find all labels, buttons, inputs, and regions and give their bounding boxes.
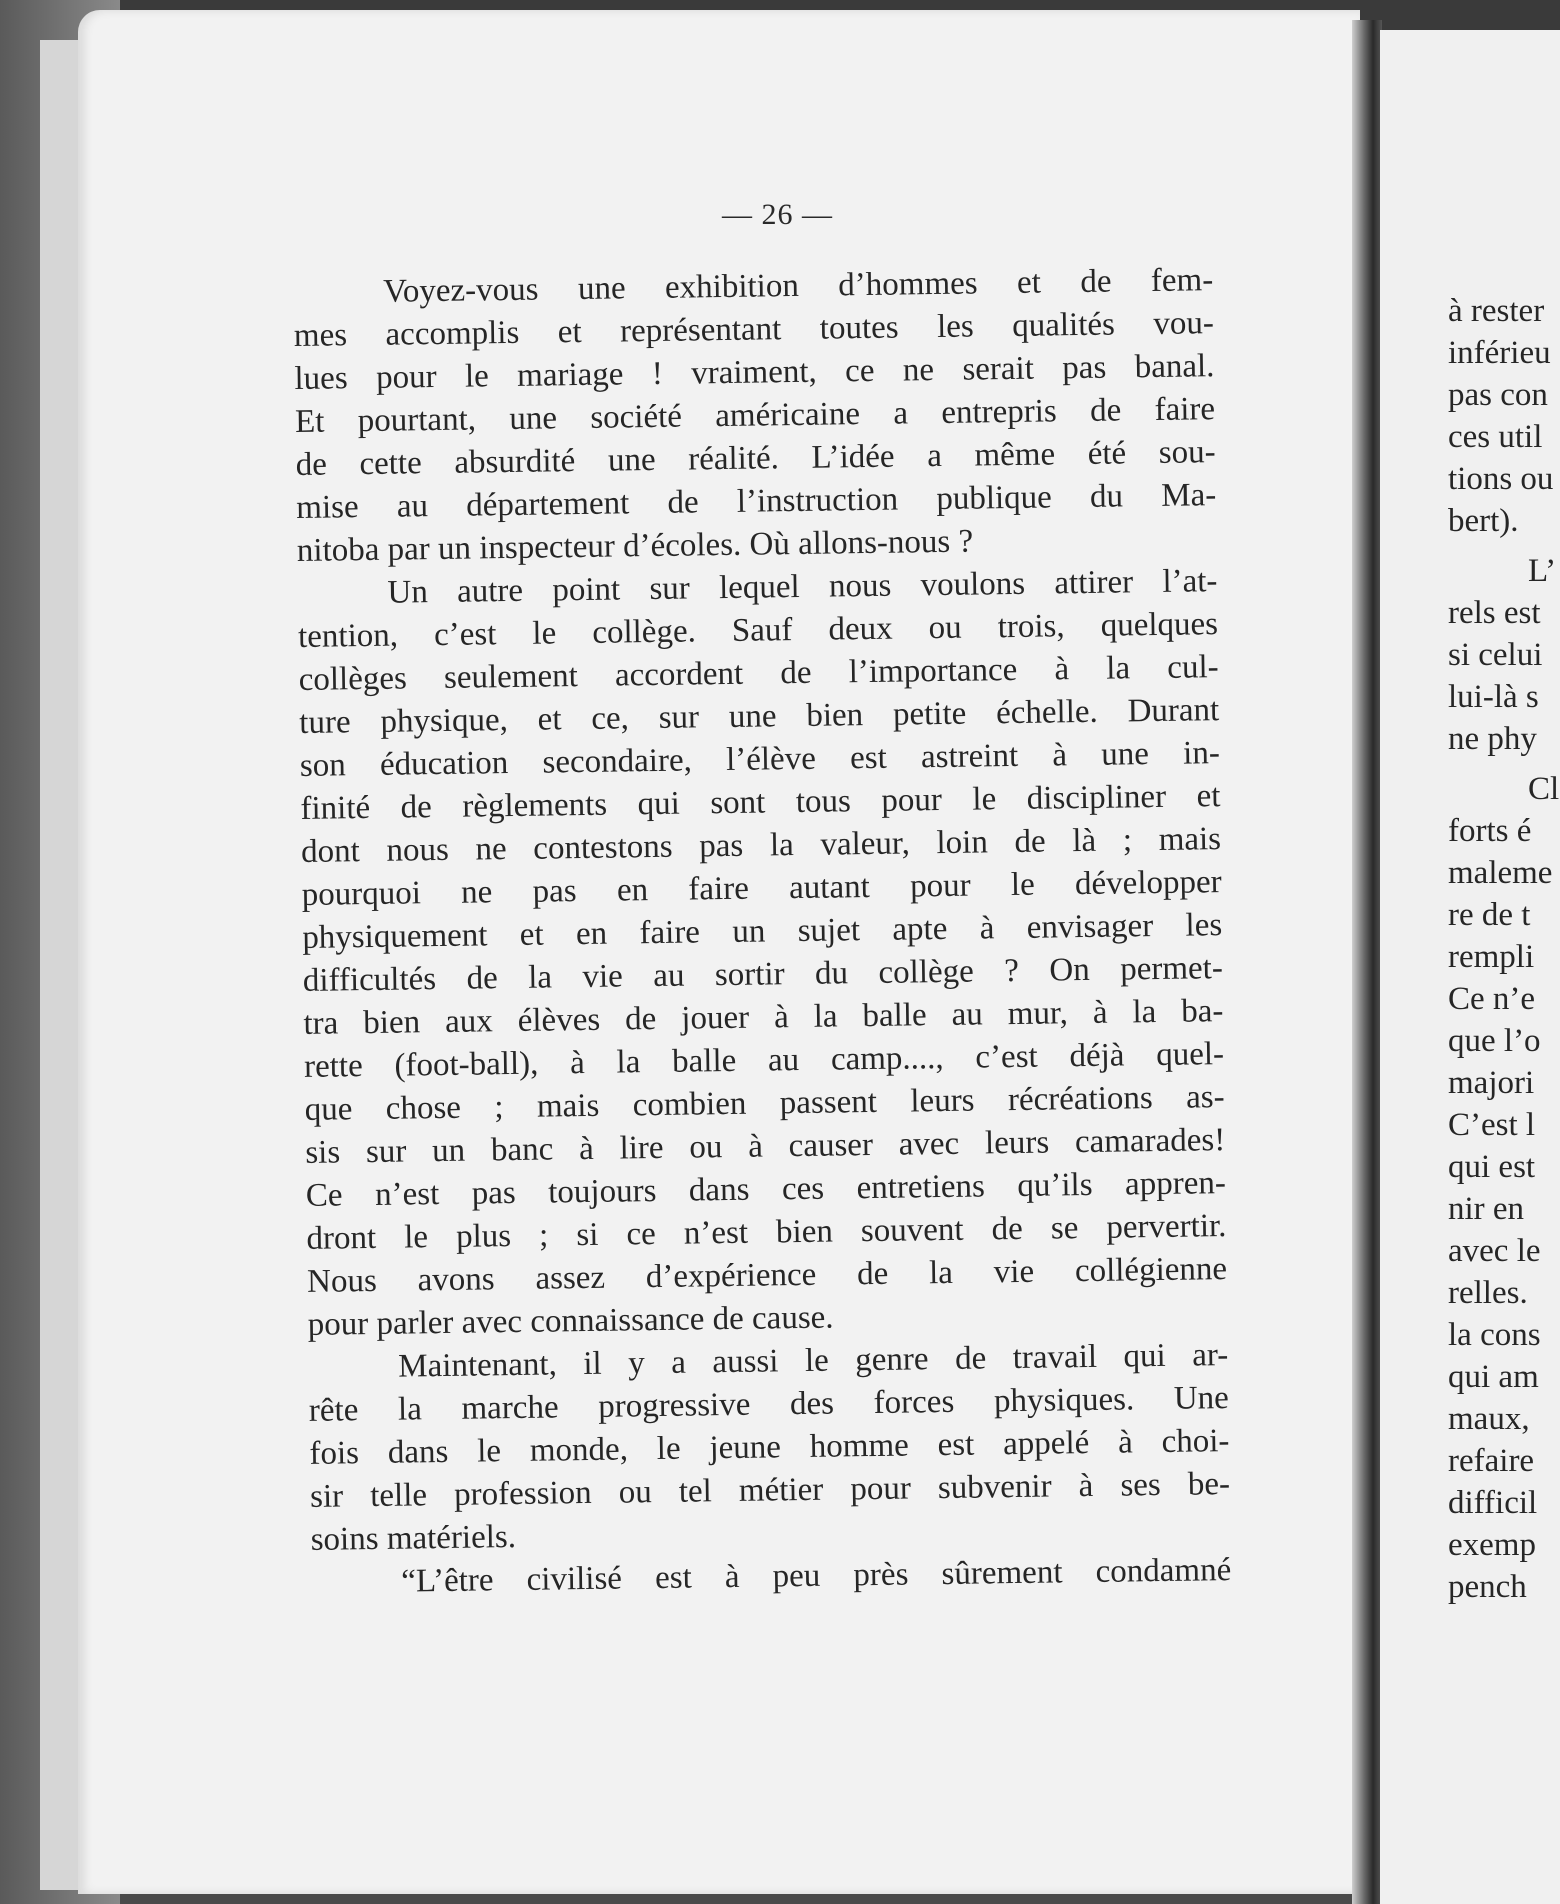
text-line: sir telle profession ou tel métier pour subvenir à ses be- bbox=[309, 1466, 1231, 1515]
text-line: “L’être civilisé est à peu près sûrement condamné bbox=[401, 1552, 1232, 1600]
text-line: sis sur un banc à lire ou à causer avec leurs camarades! bbox=[305, 1122, 1226, 1171]
text-line: mise au département de l’instruction publique du Ma- bbox=[296, 477, 1217, 526]
text-line: avec le bbox=[1448, 1233, 1541, 1269]
text-line: tention, c’est le collège. Sauf deux ou trois, quelques bbox=[297, 606, 1219, 655]
text-line: physiquement et en faire un sujet apte à envisager les bbox=[302, 907, 1223, 956]
text-line: pas con bbox=[1448, 377, 1548, 413]
text-line: finité de règlements qui sont tous pour le discipliner et bbox=[300, 778, 1221, 827]
text-line: difficultés de la vie au sortir du collège ? On permet- bbox=[302, 950, 1224, 999]
text-line: exemp bbox=[1448, 1527, 1536, 1563]
text-line: re de t bbox=[1448, 897, 1531, 933]
text-line: Ce n’e bbox=[1448, 981, 1536, 1017]
text-line: maux, bbox=[1448, 1401, 1530, 1437]
text-line: qui est bbox=[1448, 1149, 1536, 1185]
text-line: C’est l bbox=[1448, 1107, 1536, 1143]
text-line: Voyez-vous une exhibition d’hommes et de fem- bbox=[383, 262, 1214, 310]
text-line: dront le plus ; si ce n’est bien souvent de se pervertir. bbox=[306, 1208, 1227, 1257]
text-line: maleme bbox=[1448, 855, 1553, 891]
text-line: pour parler avec connaissance de cause. bbox=[307, 1299, 834, 1343]
text-line: rels est bbox=[1448, 595, 1541, 631]
text-line: pench bbox=[1448, 1569, 1527, 1605]
text-line: à rester bbox=[1448, 293, 1545, 329]
text-line: nitoba par un inspecteur d’écoles. Où allons-nous ? bbox=[296, 523, 974, 569]
text-line: ne phy bbox=[1448, 721, 1537, 757]
text-line: si celui bbox=[1448, 637, 1543, 673]
text-line: L’ bbox=[1528, 553, 1557, 589]
text-line: Cl bbox=[1528, 771, 1560, 807]
text-line: rette (foot-ball), à la balle au camp...., c’est déjà quel- bbox=[303, 1036, 1225, 1085]
text-line: nir en bbox=[1448, 1191, 1525, 1227]
text-line: tra bien aux élèves de jouer à la balle au mur, à la ba- bbox=[303, 993, 1224, 1042]
text-line: pourquoi ne pas en faire autant pour le développer bbox=[301, 864, 1222, 913]
text-line: difficil bbox=[1448, 1485, 1538, 1521]
right-page-body-text bbox=[1448, 290, 1560, 1608]
left-page-body-text bbox=[293, 259, 1232, 1605]
text-line: forts é bbox=[1448, 813, 1532, 849]
text-line: rête la marche progressive des forces physiques. Une bbox=[308, 1380, 1230, 1429]
text-line: lues pour le mariage ! vraiment, ce ne serait pas banal. bbox=[294, 348, 1215, 397]
text-line: soins matériels. bbox=[310, 1519, 517, 1558]
text-line: bert). bbox=[1448, 503, 1519, 539]
text-line: inférieu bbox=[1448, 335, 1551, 371]
text-line: que chose ; mais combien passent leurs récréations as- bbox=[304, 1079, 1225, 1128]
text-line: ces util bbox=[1448, 419, 1543, 455]
text-line: son éducation secondaire, l’élève est astreint à une in- bbox=[299, 735, 1221, 784]
text-line: que l’o bbox=[1448, 1023, 1541, 1059]
text-line: la cons bbox=[1448, 1317, 1541, 1353]
text-line: qui am bbox=[1448, 1359, 1539, 1395]
text-line: Un autre point sur lequel nous voulons attirer l’at- bbox=[387, 563, 1218, 611]
text-line: collèges seulement accordent de l’importance à la cul- bbox=[298, 649, 1219, 698]
text-line: majori bbox=[1448, 1065, 1535, 1101]
page-number: — 26 — bbox=[722, 198, 833, 231]
text-line: Et pourtant, une société américaine a entrepris de faire bbox=[294, 391, 1216, 440]
text-line: refaire bbox=[1448, 1443, 1535, 1479]
text-line: rempli bbox=[1448, 939, 1535, 975]
text-line: mes accomplis et représentant toutes les qualités vou- bbox=[293, 305, 1215, 354]
text-line: ture physique, et ce, sur une bien petite échelle. Durant bbox=[299, 692, 1220, 741]
text-line: lui-là s bbox=[1448, 679, 1539, 715]
text-line: de cette absurdité une réalité. L’idée a même été sou- bbox=[295, 434, 1216, 483]
text-line: Nous avons assez d’expérience de la vie collégienne bbox=[306, 1251, 1228, 1300]
text-line: tions ou bbox=[1448, 461, 1554, 497]
text-line: fois dans le monde, le jeune homme est appelé à choi- bbox=[309, 1423, 1230, 1472]
text-line: relles. bbox=[1448, 1275, 1528, 1311]
text-line: dont nous ne contestons pas la valeur, loin de là ; mais bbox=[300, 821, 1222, 870]
book-gutter bbox=[1352, 20, 1382, 1904]
text-line: Ce n’est pas toujours dans ces entretiens qu’ils appren- bbox=[305, 1165, 1227, 1214]
text-line: Maintenant, il y a aussi le genre de travail qui ar- bbox=[398, 1337, 1229, 1385]
